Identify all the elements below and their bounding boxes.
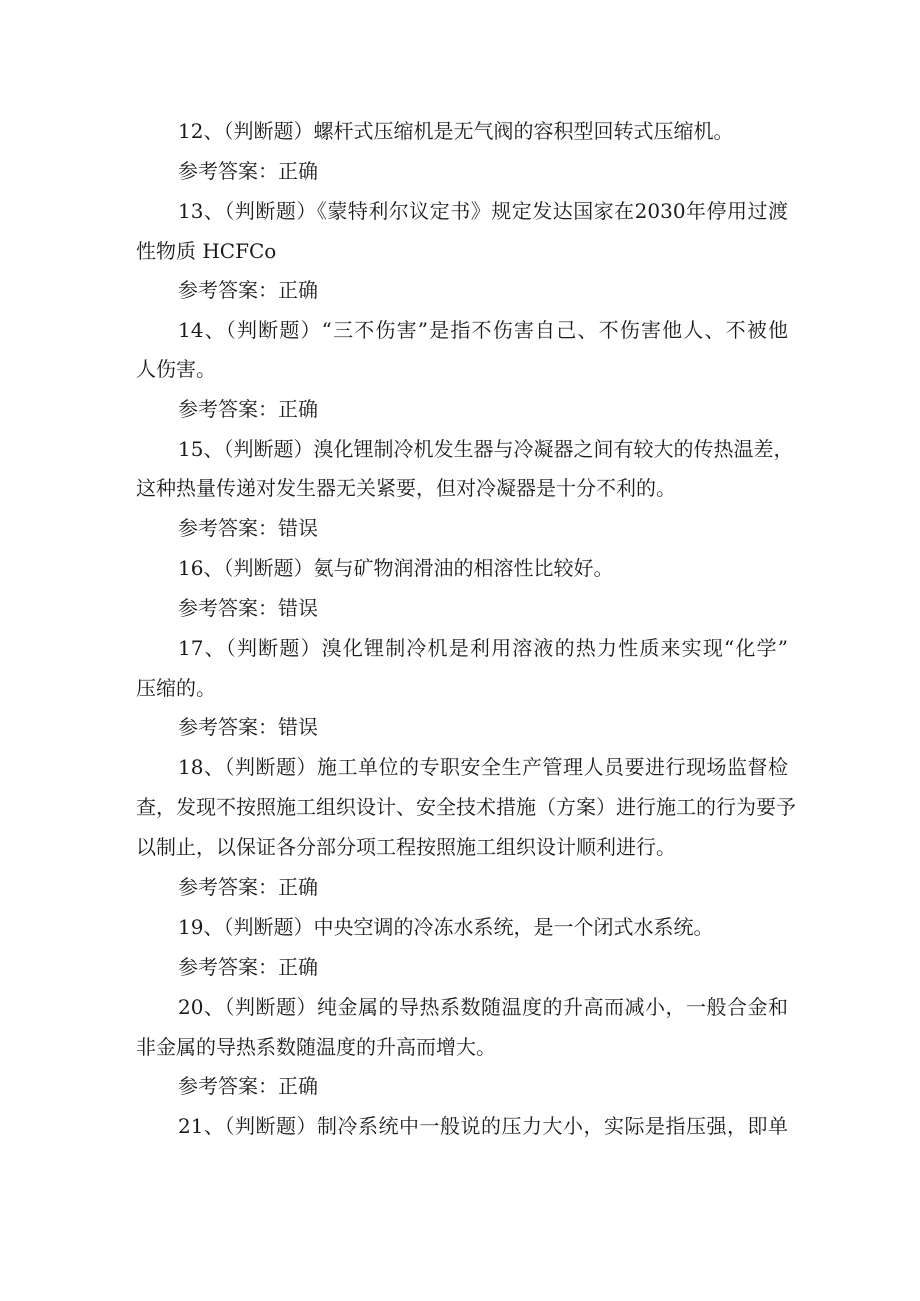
answer-18: 参考答案：正确 [178,875,318,899]
question-15-cont: 这种热量传递对发生器无关紧要，但对冷凝器是十分不利的。 [136,476,676,500]
question-12: 12、（判断题）螺杆式压缩机是无气阀的容积型回转式压缩机。 [178,119,734,143]
question-20-cont: 非金属的导热系数随温度的升高而增大。 [136,1035,496,1059]
question-20: 20、（判断题）纯金属的导热系数随温度的升高而减小，一般合金和 [178,995,788,1019]
question-18-cont-2: 以制止，以保证各分部分项工程按照施工组织设计顺利进行。 [136,835,676,859]
question-14-cont: 人伤害。 [136,357,216,381]
question-14: 14、（判断题）“三不伤害”是指不伤害自己、不伤害他人、不被他 [178,318,788,342]
answer-15: 参考答案：错误 [178,516,318,540]
question-18: 18、（判断题）施工单位的专职安全生产管理人员要进行现场监督检 [178,755,788,779]
question-13-cont: 性物质 HCFCo [136,239,277,263]
question-19: 19、（判断题）中央空调的冷冻水系统，是一个闭式水系统。 [178,915,714,939]
question-16: 16、（判断题）氨与矿物润滑油的相溶性比较好。 [178,556,614,580]
answer-13: 参考答案：正确 [178,278,318,302]
question-15: 15、（判断题）溴化锂制冷机发生器与冷凝器之间有较大的传热温差， [178,437,794,461]
answer-16: 参考答案：错误 [178,596,318,620]
answer-17: 参考答案：错误 [178,715,318,739]
question-17: 17、（判断题）溴化锂制冷机是利用溶液的热力性质来实现“化学” [178,636,788,660]
question-13: 13、（判断题）《蒙特利尔议定书》规定发达国家在2030年停用过渡 [178,199,788,223]
question-18-cont-1: 查，发现不按照施工组织设计、安全技术措施（方案）进行施工的行为要予 [136,795,796,819]
answer-19: 参考答案：正确 [178,955,318,979]
answer-20: 参考答案：正确 [178,1074,318,1098]
question-17-cont: 压缩的。 [136,676,216,700]
question-21: 21、（判断题）制冷系统中一般说的压力大小，实际是指压强，即单 [178,1114,788,1138]
answer-14: 参考答案：正确 [178,397,318,421]
answer-12: 参考答案：正确 [178,159,318,183]
